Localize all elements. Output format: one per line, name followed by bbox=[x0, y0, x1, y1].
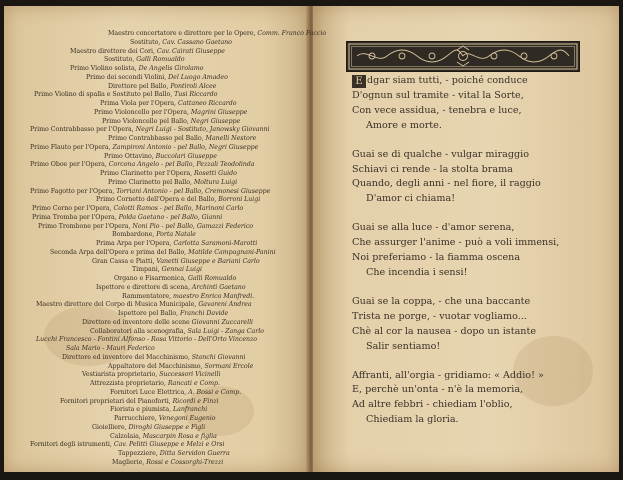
verse-text: Noi preferiamo - la fiamma oscena bbox=[352, 252, 521, 264]
credit-role: Primo Ottavino, bbox=[104, 152, 154, 160]
credit-line bbox=[12, 301, 302, 310]
credit-role: Appaltatore del Macchinismo, bbox=[108, 362, 203, 370]
credit-name: Manelli Nestore bbox=[205, 135, 257, 142]
credit-line bbox=[12, 275, 302, 284]
credit-line bbox=[12, 441, 302, 450]
credit-role: Lucchi Francesco - Fontini Alfonso - Rosa Vittorio - Dell'Orto Vincenzo bbox=[36, 336, 258, 344]
credit-line bbox=[12, 118, 302, 127]
credit-name: Franchi Davide bbox=[180, 310, 229, 317]
verse-text: E, perchè un'onta - n'è la memoria, bbox=[352, 384, 524, 396]
credit-role: Prima Tromba per l'Opera, bbox=[32, 213, 117, 221]
credit-line bbox=[12, 144, 302, 153]
verse-line bbox=[352, 148, 562, 163]
verse-text: Che assurger l'anime - può a voli immensi, bbox=[352, 237, 560, 249]
credit-role: Primo Trombone per l'Opera, bbox=[38, 222, 131, 230]
credit-line bbox=[12, 231, 302, 240]
verse-line bbox=[352, 325, 562, 340]
credit-name: Zampironi Antonio - pel Ballo, Negri Giuseppe bbox=[112, 143, 259, 151]
verse-text: Guai se di qualche - vulgar miraggio bbox=[352, 148, 530, 160]
verse-line bbox=[352, 295, 562, 310]
credit-role: Direttore ed inventore del Macchinismo, bbox=[62, 353, 190, 361]
ornament-pattern-icon bbox=[347, 42, 579, 71]
credit-line bbox=[12, 371, 302, 380]
credit-name: Cav. Cassano Gaetano bbox=[162, 38, 232, 46]
credit-role: Sala Mario - Mauri Federico bbox=[66, 345, 155, 352]
credit-name: Galli Romualdo bbox=[187, 275, 237, 282]
verse-text: Trista ne porge, - vuotar vogliamo... bbox=[352, 310, 527, 322]
credit-line bbox=[12, 406, 302, 415]
credit-name: Porta Natale bbox=[156, 231, 196, 239]
credit-name: Vanetti Giuseppe e Bariani Carlo bbox=[156, 257, 260, 265]
credit-line bbox=[12, 336, 302, 345]
credit-line bbox=[12, 240, 302, 249]
credit-line bbox=[12, 91, 302, 100]
credit-line bbox=[12, 205, 302, 214]
credit-line bbox=[12, 258, 302, 267]
credit-name: Torriani Antonio - pel Ballo, Cremonesi Giuseppe bbox=[116, 187, 271, 195]
credit-line bbox=[12, 100, 302, 109]
credit-name: Negri Luigi - Sostituto, Janowsky Giovanni bbox=[135, 126, 270, 134]
verse-text: Chiediam la gloria. bbox=[366, 414, 459, 426]
verse-line bbox=[352, 119, 562, 134]
verse-line bbox=[352, 398, 562, 413]
credit-line bbox=[12, 293, 302, 302]
credit-role: Primo Clarinetto per l'Opera, bbox=[100, 170, 193, 177]
credit-line bbox=[12, 380, 302, 389]
credit-role: Ispettore e direttore di scena, bbox=[96, 283, 190, 291]
credit-name: Lanfranchi bbox=[173, 406, 208, 414]
credit-line bbox=[12, 188, 302, 197]
credit-line bbox=[12, 354, 302, 363]
credit-role: Primo Corno per l'Opera, bbox=[32, 205, 112, 212]
credit-line bbox=[12, 389, 302, 398]
credit-line bbox=[12, 319, 302, 328]
credit-name: Rosetti Guido bbox=[193, 170, 237, 177]
verse-line bbox=[352, 266, 562, 281]
verse-line bbox=[352, 340, 562, 355]
credit-role: Primo Clarinetto pel Ballo, bbox=[108, 178, 192, 186]
credit-role: Calzolaia, bbox=[110, 432, 141, 440]
verse-text: Salir sentiamo! bbox=[366, 340, 441, 352]
credit-name: Successori Vicinelli bbox=[159, 371, 221, 379]
credit-role: Direttore ed inventore delle scene bbox=[82, 318, 190, 326]
credit-role: Organo e Fisarmonica, bbox=[114, 275, 186, 282]
credit-line bbox=[12, 284, 302, 293]
credit-role: Maestro concertatore e direttore per le Opere, bbox=[108, 30, 256, 37]
credit-line bbox=[12, 126, 302, 135]
credit-line bbox=[12, 433, 302, 442]
credit-name: Stanchi Giovanni bbox=[191, 353, 246, 361]
credit-line bbox=[12, 135, 302, 144]
credit-name: Galli Romualdo bbox=[136, 56, 185, 64]
verse-text: Che incendia i sensi! bbox=[366, 266, 468, 278]
verse-line bbox=[352, 383, 562, 398]
credit-role: Maestro direttore del Corpo di Musica Municipale, bbox=[36, 301, 197, 309]
stanza bbox=[352, 74, 562, 134]
credit-name: Rossi e Cossorghi-Trezzi bbox=[146, 458, 224, 466]
verse-line bbox=[352, 369, 562, 384]
verse-text: Con vece assidua, - tenebra e luce, bbox=[352, 104, 522, 116]
verse-line bbox=[352, 74, 562, 89]
verse-text: Amore e morte. bbox=[366, 119, 442, 131]
credit-role: Primo Violoncello per l'Opera, bbox=[94, 108, 189, 116]
credit-role: Primo Oboe per l'Opera, bbox=[30, 161, 107, 169]
credit-line bbox=[12, 39, 302, 48]
credit-name: Colotti Ramos - pel Ballo, Marinoni Carlo bbox=[113, 205, 244, 212]
credit-role: Fiorista e piumista, bbox=[110, 406, 172, 414]
credit-name: Moltura Luigi bbox=[193, 178, 238, 186]
credit-role: Fornitori Luce Elettrica, bbox=[110, 388, 187, 396]
credit-role: Primo Violoncello pel Ballo, bbox=[102, 117, 189, 125]
credit-role: Timpani, bbox=[132, 266, 160, 274]
credit-name: Tusi Riccardo bbox=[174, 91, 218, 99]
credit-role: Attrezzista proprietario, bbox=[90, 380, 166, 387]
verse-line bbox=[352, 104, 562, 119]
credit-name: Pontiroli Alcee bbox=[170, 82, 217, 90]
credit-name: Rancati e Comp. bbox=[167, 380, 220, 387]
verse-text: Ad altre febbri - chiediam l'oblio, bbox=[352, 399, 513, 411]
credit-line bbox=[12, 345, 302, 354]
personnel-credits-list bbox=[12, 30, 327, 468]
decorative-ornament bbox=[346, 41, 580, 72]
credit-name: Giovanni Zuccarelli bbox=[191, 318, 253, 326]
credit-role: Direttore pel Ballo, bbox=[108, 82, 169, 90]
credit-role: Gioielliere, bbox=[92, 423, 127, 431]
credit-name: Sala Luigi - Zanga Carlo bbox=[187, 327, 264, 335]
credit-line bbox=[12, 30, 327, 39]
credit-role: Tappezziere, bbox=[118, 450, 158, 457]
credit-name: Buccolari Giuseppe bbox=[155, 152, 217, 160]
credit-line bbox=[12, 223, 302, 232]
credit-name: Polda Gaetano - pel Ballo, Gianni bbox=[118, 213, 223, 221]
credit-name: Borroni Luigi bbox=[218, 196, 261, 204]
credit-name: Gavareni Andrea bbox=[198, 301, 252, 309]
credit-role: Gran Cassa e Piatti, bbox=[92, 257, 155, 265]
credit-role: Prima Arpa per l'Opera, bbox=[96, 240, 172, 247]
credit-role: Maestro direttore dei Cori, bbox=[70, 47, 155, 55]
credit-name: Cav. Pelitti Giuseppe e Melzi e Orsi bbox=[113, 441, 225, 449]
credit-line bbox=[12, 153, 302, 162]
credit-line bbox=[12, 363, 302, 372]
verse-line bbox=[352, 251, 562, 266]
verse-text: Affranti, all'orgia - gridiamo: « Addio! » bbox=[352, 369, 544, 381]
credit-name: A. Bossi e Comp. bbox=[188, 388, 242, 396]
credit-name: Corcona Angelo - pel Ballo, Pezzali Teodolinda bbox=[108, 161, 255, 169]
credit-role: Maglierie, bbox=[112, 458, 145, 466]
credit-name: Diroghi Giuseppe e Figli bbox=[128, 423, 206, 431]
credit-name: Ricordi e Finzi bbox=[172, 397, 219, 405]
verse-line bbox=[352, 163, 562, 178]
verse-line bbox=[352, 236, 562, 251]
credit-role: Primo Contrabbasso per l'Opera, bbox=[30, 126, 134, 134]
credit-line bbox=[12, 179, 302, 188]
credit-name: Ditta Servidon Guerra bbox=[159, 450, 230, 457]
credit-name: Gennai Luigi bbox=[161, 266, 202, 274]
credit-name: De Angelis Girolamo bbox=[138, 65, 204, 72]
credit-line bbox=[12, 310, 302, 319]
credit-name: Archinti Gaetano bbox=[191, 283, 246, 291]
credit-role: Bombardone, bbox=[112, 231, 155, 239]
verse-text: Schiavi ci rende - la stolta brama bbox=[352, 163, 513, 175]
credit-line bbox=[12, 48, 302, 57]
credit-name: Cattaneo Riccardo bbox=[177, 100, 237, 107]
credit-role: Primo Flauto per l'Opera, bbox=[30, 143, 111, 151]
credit-role: Vestiarista proprietario, bbox=[82, 371, 158, 379]
credit-role: Fornitori proprietari del Pianoforti, bbox=[60, 397, 171, 405]
credit-role: Sostituto, bbox=[130, 38, 161, 46]
credit-role: Primo Violino di spalla e Sostituto pel Ballo, bbox=[34, 91, 173, 99]
credit-name: Matilde Campagnani-Panini bbox=[188, 248, 276, 256]
credit-role: Parrucchiere, bbox=[114, 415, 157, 422]
credit-name: Sormani Ercole bbox=[204, 362, 254, 370]
verse-text: Chè al cor la nausea - dopo un istante bbox=[352, 325, 537, 337]
credit-line bbox=[12, 74, 302, 83]
poem-verses bbox=[352, 74, 562, 442]
verse-line bbox=[352, 413, 562, 428]
credit-line bbox=[12, 424, 302, 433]
credit-name: Del Luogo Amadeo bbox=[168, 73, 228, 81]
credit-name: Carlotta Saramoni-Marotti bbox=[173, 240, 258, 247]
credit-name: Magrini Giuseppe bbox=[190, 108, 248, 116]
credit-line bbox=[12, 450, 302, 459]
credit-role: Sostituto, bbox=[104, 56, 135, 64]
credit-line bbox=[12, 170, 302, 179]
credit-line bbox=[12, 415, 302, 424]
stanza bbox=[352, 295, 562, 355]
credit-role: Collaboratori alla scenografia, bbox=[90, 327, 186, 335]
verse-line bbox=[352, 310, 562, 325]
credit-line bbox=[12, 65, 302, 74]
stanza bbox=[352, 221, 562, 281]
credit-role: Primo Violino solista, bbox=[70, 65, 137, 72]
credit-line bbox=[12, 398, 302, 407]
credit-name: Venegoni Eugenio bbox=[158, 415, 216, 422]
verse-text: Quando, degli anni - nel fiore, il raggio bbox=[352, 178, 541, 190]
verse-line bbox=[352, 89, 562, 104]
verse-text: Guai se la coppa, - che una baccante bbox=[352, 295, 531, 307]
verse-text: D'ognun sul tramite - vital la Sorte, bbox=[352, 89, 524, 101]
credit-name: Cav. Cairati Giuseppe bbox=[156, 47, 225, 55]
verse-text: dgar siam tutti, - poiché conduce bbox=[367, 75, 528, 86]
credit-name: maestro Enrico Manfredi. bbox=[173, 292, 255, 300]
stanza bbox=[352, 148, 562, 208]
verse-text: D'amor ci chiama! bbox=[366, 193, 456, 205]
credit-line bbox=[12, 459, 302, 468]
credit-line bbox=[12, 161, 302, 170]
credit-name: Negri Giuseppe bbox=[190, 117, 241, 125]
credit-line bbox=[12, 266, 302, 275]
credit-line bbox=[12, 328, 302, 337]
credit-line bbox=[12, 196, 302, 205]
credit-name: Noni Pio - pel Ballo, Gamazzi Federico bbox=[132, 222, 254, 230]
credit-line bbox=[12, 56, 302, 65]
credit-line bbox=[12, 214, 302, 223]
credit-role: Primo Fagotto per l'Opera, bbox=[30, 187, 115, 195]
credit-role: Primo Contrabbasso pel Ballo, bbox=[108, 135, 204, 142]
stanza bbox=[352, 369, 562, 429]
credit-role: Primo dei secondi Violini, bbox=[86, 73, 167, 81]
credit-line bbox=[12, 109, 302, 118]
drop-cap: E bbox=[352, 75, 366, 88]
verse-text: Guai se alla luce - d'amor serena, bbox=[352, 222, 515, 234]
credit-line bbox=[12, 249, 302, 258]
credit-line bbox=[12, 83, 302, 92]
credit-name: Mascarpin Rosa e figlia bbox=[142, 432, 217, 440]
verse-line bbox=[352, 221, 562, 236]
verse-line bbox=[352, 192, 562, 207]
credit-role: Ispettore pel Ballo, bbox=[118, 310, 179, 317]
credit-name: Comm. Franco Faccio bbox=[257, 30, 327, 37]
credit-role: Prima Viola per l'Opera, bbox=[100, 100, 176, 107]
credit-role: Seconda Arpa dell'Opera e prima del Ballo, bbox=[50, 248, 187, 256]
verse-line bbox=[352, 177, 562, 192]
credit-role: Primo Cornetto dell'Opera e del Ballo, bbox=[96, 196, 217, 204]
credit-role: Rammentatore, bbox=[122, 292, 172, 300]
credit-role: Fornitori degli istrumenti, bbox=[30, 441, 112, 449]
